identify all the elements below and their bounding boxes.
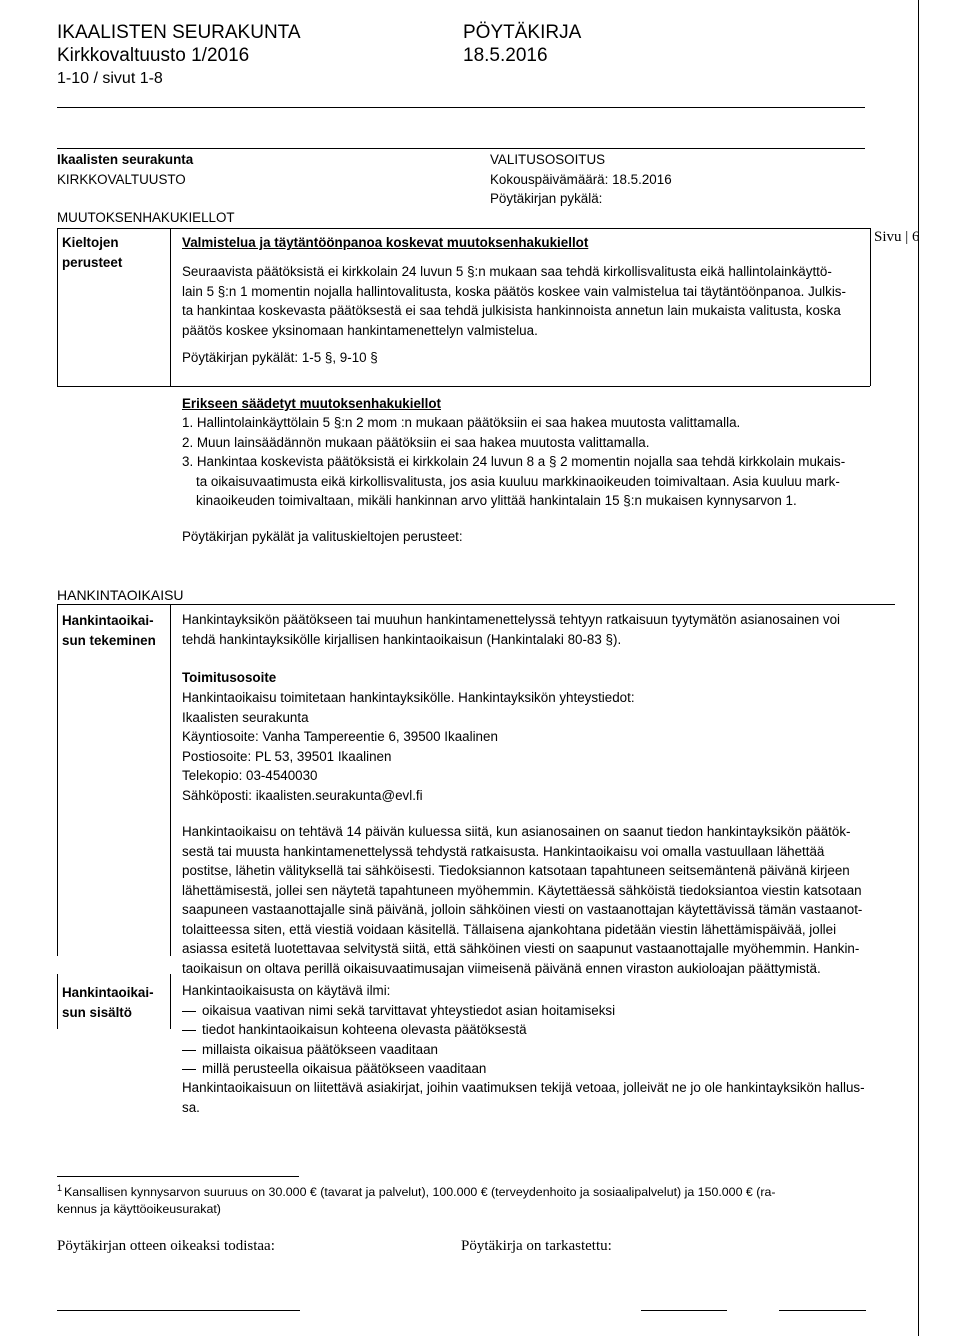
procurement-box-top <box>57 604 895 605</box>
intro-line: Hankintayksikön päätökseen tai muuhun hankintamenettelyssä tehtyyn ratkaisuun tyytymätön asianosainen voi <box>182 612 841 627</box>
list-item: ta oikaisuvaatimusta eikä kirkollisvalitusta, jos asia kuuluu markkinaoikeuden toimivaltaan. Asia kuuluu mark- <box>196 473 840 489</box>
page-range: 1-10 / sivut 1-8 <box>57 70 163 87</box>
restrictions-line: lain 5 §:n 1 momentin nojalla hallintovalitusta, koska päätös koskee vain valmistelua tai täytäntöönpanoa. Julkis- <box>182 283 846 299</box>
procurement-intro <box>182 610 888 649</box>
page-frame-line <box>918 0 919 1336</box>
deadline-line: Hankintaoikaisu on tehtävä 14 päivän kuluessa siitä, kun asianosainen on saanut tiedon hankintayksikön päätök- <box>182 824 851 839</box>
special-restrictions-list <box>182 413 872 511</box>
restrictions-label-1: Kieltojen <box>62 235 119 250</box>
appeal-meeting-date: Kokouspäivämäärä: 18.5.2016 <box>490 172 672 187</box>
restrictions-label-2: perusteet <box>62 255 123 270</box>
delivery-line: Postiosoite: PL 53, 39501 Ikaalinen <box>182 748 392 764</box>
attachments-line: sa. <box>182 1099 200 1115</box>
procurement-making-label-1: Hankintaoikai- <box>62 613 154 628</box>
meeting-date: 18.5.2016 <box>463 45 548 66</box>
appeal-org: Ikaalisten seurakunta <box>57 152 194 167</box>
appeal-sections-label: Pöytäkirjan pykälä: <box>490 191 603 206</box>
deadline-line: saapuneen vastaanottajalle sinä päivänä, jolloin sähköinen viesti on vastaanottajan käytettävissä tämän vastaanot- <box>182 902 863 917</box>
deadline-line: tolaitteessa siten, että viestiä voidaan käsitellä. Tällaisena ajankohtana pidetään viestin lähettämispäivää, jollei <box>182 921 837 937</box>
restrictions-box-top <box>57 228 870 229</box>
org-name: IKAALISTEN SEURAKUNTA <box>57 22 301 43</box>
deadline-line: taoikaisun on oltava perillä oikaisuvaatimusajan viimeisenä päivänä ennen viraston aukioloajan päättymistä. <box>182 960 821 976</box>
delivery-line: Käyntiosoite: Vanha Tampereentie 6, 39500 Ikaalinen <box>182 729 498 744</box>
deadline-line: postitse, lähetin välityksellä tai sähköisesti. Tiedoksiannon katsotaan tapahtuneen seitsemäntenä päivänä kirjeen <box>182 863 850 878</box>
delivery-line: Hankintaoikaisu toimitetaan hankintayksikölle. Hankintayksikön yhteystiedot: <box>182 690 635 705</box>
restrictions-grounds: Pöytäkirjan pykälät ja valituskieltojen perusteet: <box>182 529 463 544</box>
delivery-email: Sähköposti: ikaalisten.seurakunta@evl.fi <box>182 787 423 803</box>
procurement-box-divider-1 <box>170 604 171 956</box>
procurement-box-divider-2 <box>170 974 171 1029</box>
footnote-line: kennus ja käyttöoikeusurakat) <box>57 1202 221 1216</box>
footnote-mark: 1 <box>57 1183 63 1193</box>
procurement-box-left-2 <box>57 974 58 1029</box>
signature-line-checker-2 <box>779 1310 866 1311</box>
delivery-heading: Toimitusosoite <box>182 670 277 685</box>
restrictions-line: Seuraavista päätöksistä ei kirkkolain 24 luvun 5 §:n mukaan saa tehdä kirkollisvalitusta eikä hallintolainkäyttö- <box>182 264 832 279</box>
meeting-name: Kirkkovaltuusto 1/2016 <box>57 45 250 66</box>
certified-label: Pöytäkirjan otteen oikeaksi todistaa: <box>57 1238 275 1254</box>
checked-label: Pöytäkirja on tarkastettu: <box>461 1238 612 1254</box>
content-list-item: millaista oikaisua päätökseen vaaditaan <box>182 1040 438 1060</box>
procurement-deadline <box>182 822 892 978</box>
page-number: Sivu | 6 <box>874 229 920 245</box>
content-list-item: tiedot hankintaoikaisun kohteena olevasta päätöksestä <box>182 1020 527 1040</box>
list-item: 3. Hankintaa koskevista päätöksistä ei kirkkolain 24 luvun 8 a § 2 momentin nojalla saa tehdä kirkkolain mukais- <box>182 454 846 469</box>
procurement-heading: HANKINTAOIKAISU <box>57 587 184 603</box>
deadline-line: asiassa esitetä luotettavaa selvitystä siitä, että sähköinen viesti on saapunut vastaanottajalle myöhemmin. Hankin- <box>182 941 860 956</box>
signature-line-checker-1 <box>641 1310 727 1311</box>
footnote-text <box>57 1184 864 1218</box>
appeal-top-rule <box>57 148 865 149</box>
content-attachments <box>182 1078 892 1117</box>
deadline-line: lähettämisestä, jollei sen näytetä tapahtuneen myöhemmin. Käytettäessä sähköistä tiedoksiantoa viestin katsotaan <box>182 882 862 898</box>
restrictions-box-left <box>57 228 58 386</box>
delivery-address <box>182 688 635 805</box>
restrictions-box-bottom <box>57 386 870 387</box>
restrictions-paragraph <box>182 262 864 340</box>
restrictions-box-right <box>870 228 871 386</box>
content-list-item: oikaisua vaativan nimi sekä tarvittavat yhteystiedot asian hoitamiseksi <box>182 1001 615 1021</box>
list-item: 1. Hallintolainkäyttölain 5 §:n 2 mom :n mukaan päätöksiin ei saa hakea muutosta valittamalla. <box>182 415 741 430</box>
footnote-rule <box>57 1176 299 1177</box>
appeal-body: KIRKKOVALTUUSTO <box>57 172 186 187</box>
appeal-title: VALITUSOSOITUS <box>490 152 606 167</box>
content-intro: Hankintaoikaisusta on käytävä ilmi: <box>182 983 391 998</box>
restrictions-title: Valmistelua ja täytäntöönpanoa koskevat muutoksenhakukiellot <box>182 235 589 250</box>
header-rule <box>57 107 865 108</box>
intro-line: tehdä hankintayksikölle kirjallisen hankintaoikaisun (Hankintalaki 80-83 §). <box>182 631 622 647</box>
restrictions-line: ta hankintaa koskevasta päätöksestä ei saa tehdä julkisista hankinnoista annetun lain mukaista valitusta, koska <box>182 303 841 318</box>
doc-type: PÖYTÄKIRJA <box>463 22 582 43</box>
restrictions-line: päätös koskee yksinomaan hankintamenettelyn valmistelua. <box>182 322 538 338</box>
procurement-content-label-1: Hankintaoikai- <box>62 985 154 1000</box>
attachments-line: Hankintaoikaisuun on liitettävä asiakirjat, joihin vaatimuksen tekijä vetoaa, jolleivät ne jo ole hankintayksikön hallus- <box>182 1080 865 1095</box>
signature-line-certified <box>57 1310 300 1311</box>
list-item: 2. Muun lainsäädännön mukaan päätöksiin ei saa hakea muutosta valittamalla. <box>182 434 650 450</box>
delivery-line: Telekopio: 03-4540030 <box>182 768 318 783</box>
procurement-making-label-2: sun tekeminen <box>62 633 156 648</box>
restrictions-box-divider <box>170 228 171 386</box>
deadline-line: sestä tai muusta hankintamenettelyssä tehdystä ratkaisusta. Hankintaoikaisu voi omalla vastuullaan lähettää <box>182 843 825 859</box>
delivery-line: Ikaalisten seurakunta <box>182 709 309 725</box>
list-item: kinaoikeuden toimivaltaan, mikäli hankinnan arvo ylittää hankintalain 15 §:n mukaisen kynnysarvon 1. <box>196 493 797 508</box>
procurement-box-left-1 <box>57 604 58 956</box>
footnote-line: Kansallisen kynnysarvon suuruus on 30.000 € (tavarat ja palvelut), 100.000 € (terveydenhoito ja sosiaalipalvelut) ja 150.000 € (ra- <box>64 1185 776 1199</box>
restrictions-heading: MUUTOKSENHAKUKIELLOT <box>57 210 235 225</box>
content-list-item: millä perusteella oikaisua päätökseen vaaditaan <box>182 1059 486 1079</box>
procurement-content-label-2: sun sisältö <box>62 1005 132 1020</box>
special-restrictions-heading: Erikseen säädetyt muutoksenhakukiellot <box>182 396 441 411</box>
restrictions-sections: Pöytäkirjan pykälät: 1-5 §, 9-10 § <box>182 350 378 365</box>
